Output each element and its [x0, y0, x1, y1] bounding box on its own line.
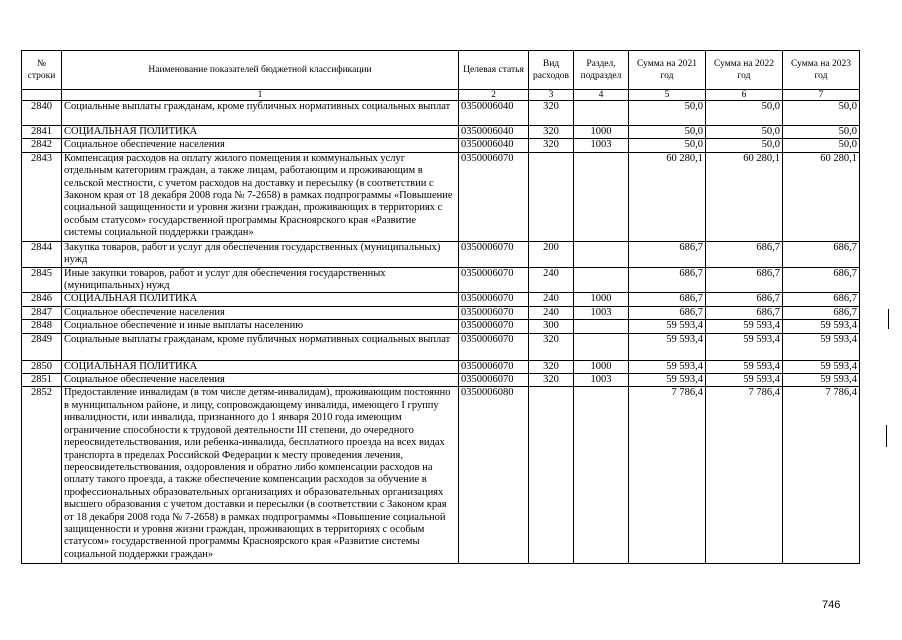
target-article: 0350006040 [459, 126, 529, 139]
section-code [574, 101, 629, 126]
sum-2021: 59 593,4 [629, 333, 706, 360]
indicator-name: СОЦИАЛЬНАЯ ПОЛИТИКА [62, 126, 459, 139]
expense-type: 320 [529, 101, 574, 126]
row-number: 2846 [22, 293, 62, 306]
sum-2021: 50,0 [629, 101, 706, 126]
section-code: 1000 [574, 293, 629, 306]
sum-2023: 59 593,4 [783, 374, 860, 387]
table-row [22, 139, 860, 152]
row-number: 2843 [22, 152, 62, 241]
header-sum-2023: Сумма на 2023 год [783, 51, 860, 90]
sum-2023: 50,0 [783, 101, 860, 126]
sum-2023: 59 593,4 [783, 320, 860, 333]
table-row [22, 374, 860, 387]
sum-2022: 59 593,4 [706, 333, 783, 360]
indicator-name: Социальные выплаты гражданам, кроме публичных нормативных социальных выплат [62, 333, 459, 360]
section-code [574, 387, 629, 564]
target-article: 0350006070 [459, 293, 529, 306]
table-row [22, 293, 860, 306]
section-code [574, 333, 629, 360]
target-article: 0350006070 [459, 320, 529, 333]
scan-mark [886, 425, 887, 447]
sum-2021: 50,0 [629, 126, 706, 139]
table-row [22, 101, 860, 126]
indicator-name: Предоставление инвалидам (в том числе детям-инвалидам), проживающим постоянно в муниципальном районе, и лицу, сопровождающему инвалида, имеющего I группу инвалидности, или инвалида, признанного до 1 января 2010 года имеющим ограничение способности к трудовой деятельности III степени, до очередного переосвидетельствования, или ребенка-инвалида, бесплатного проезда на всех видах транспорта в пределах Российской Федерации к месту проведения лечения, переосвидетельствования, оздоровления и обратно либо компенсации расходов на оплату такого проезда, а также обеспечение компенсации расходов за обучение в профессиональных образовательных организациях и образовательных организациях высшего образования с учетом доставки и пересылки (в соответствии с Законом края от 18 декабря 2008 года № 7-2658) в рамках подпрограммы «Повышение социальной защищенности и уровня жизни граждан, проживающих в территориях с особым статусом» государственной программы Красноярского края «Развитие системы социальной поддержки граждан» [62, 387, 459, 564]
indicator-name: СОЦИАЛЬНАЯ ПОЛИТИКА [62, 360, 459, 373]
sum-2021: 7 786,4 [629, 387, 706, 564]
sum-2021: 686,7 [629, 293, 706, 306]
sum-2023: 7 786,4 [783, 387, 860, 564]
target-article: 0350006070 [459, 306, 529, 319]
header-expense-type: Вид расходов [529, 51, 574, 90]
header-section: Раздел, подраздел [574, 51, 629, 90]
sum-2022: 50,0 [706, 126, 783, 139]
table-row [22, 126, 860, 139]
section-code [574, 241, 629, 267]
sum-2021: 59 593,4 [629, 374, 706, 387]
target-article: 0350006070 [459, 360, 529, 373]
column-number: 4 [574, 90, 629, 101]
indicator-name: Социальное обеспечение населения [62, 139, 459, 152]
scan-mark [888, 309, 889, 329]
section-code [574, 152, 629, 241]
table-row [22, 387, 860, 564]
table-row [22, 320, 860, 333]
header-row [22, 51, 860, 90]
sum-2021: 59 593,4 [629, 360, 706, 373]
header-name: Наименование показателей бюджетной классификации [62, 51, 459, 90]
row-number: 2842 [22, 139, 62, 152]
target-article: 0350006070 [459, 267, 529, 293]
section-code: 1003 [574, 306, 629, 319]
table-row [22, 333, 860, 360]
section-code [574, 320, 629, 333]
sum-2022: 686,7 [706, 293, 783, 306]
sum-2022: 686,7 [706, 241, 783, 267]
column-number [22, 90, 62, 101]
indicator-name: Социальное обеспечение и иные выплаты населению [62, 320, 459, 333]
column-number: 3 [529, 90, 574, 101]
row-number: 2852 [22, 387, 62, 564]
section-code: 1003 [574, 139, 629, 152]
expense-type: 320 [529, 139, 574, 152]
indicator-name: Иные закупки товаров, работ и услуг для обеспечения государственных (муниципальных) нужд [62, 267, 459, 293]
row-number: 2851 [22, 374, 62, 387]
target-article: 0350006070 [459, 374, 529, 387]
sum-2021: 686,7 [629, 241, 706, 267]
sum-2022: 7 786,4 [706, 387, 783, 564]
sum-2022: 60 280,1 [706, 152, 783, 241]
section-code [574, 267, 629, 293]
expense-type: 240 [529, 306, 574, 319]
sum-2023: 686,7 [783, 241, 860, 267]
sum-2022: 50,0 [706, 139, 783, 152]
table-row [22, 267, 860, 293]
indicator-name: Социальное обеспечение населения [62, 374, 459, 387]
row-number: 2844 [22, 241, 62, 267]
target-article: 0350006040 [459, 101, 529, 126]
expense-type: 200 [529, 241, 574, 267]
sum-2023: 60 280,1 [783, 152, 860, 241]
header-sum-2022: Сумма на 2022 год [706, 51, 783, 90]
section-code: 1003 [574, 374, 629, 387]
column-number: 5 [629, 90, 706, 101]
column-number: 1 [62, 90, 459, 101]
header-target-article: Целевая статья [459, 51, 529, 90]
expense-type: 320 [529, 360, 574, 373]
sum-2023: 59 593,4 [783, 333, 860, 360]
indicator-name: СОЦИАЛЬНАЯ ПОЛИТИКА [62, 293, 459, 306]
row-number: 2840 [22, 101, 62, 126]
sum-2022: 59 593,4 [706, 360, 783, 373]
sum-2022: 686,7 [706, 267, 783, 293]
indicator-name: Социальное обеспечение населения [62, 306, 459, 319]
sum-2022: 59 593,4 [706, 320, 783, 333]
section-code: 1000 [574, 126, 629, 139]
page-number: 746 [822, 599, 841, 611]
row-number: 2850 [22, 360, 62, 373]
table-row [22, 360, 860, 373]
sum-2021: 59 593,4 [629, 320, 706, 333]
expense-type: 320 [529, 374, 574, 387]
target-article: 0350006040 [459, 139, 529, 152]
sum-2021: 60 280,1 [629, 152, 706, 241]
table-row [22, 241, 860, 267]
sum-2023: 50,0 [783, 139, 860, 152]
expense-type: 320 [529, 126, 574, 139]
expense-type [529, 152, 574, 241]
sum-2022: 686,7 [706, 306, 783, 319]
target-article: 0350006070 [459, 333, 529, 360]
expense-type: 300 [529, 320, 574, 333]
column-number: 2 [459, 90, 529, 101]
sum-2023: 50,0 [783, 126, 860, 139]
column-number: 7 [783, 90, 860, 101]
sum-2022: 59 593,4 [706, 374, 783, 387]
row-number: 2849 [22, 333, 62, 360]
row-number: 2848 [22, 320, 62, 333]
row-number: 2845 [22, 267, 62, 293]
sum-2022: 50,0 [706, 101, 783, 126]
expense-type: 320 [529, 333, 574, 360]
sum-2021: 50,0 [629, 139, 706, 152]
row-number: 2841 [22, 126, 62, 139]
table-row [22, 306, 860, 319]
column-number-row [22, 90, 860, 101]
sum-2023: 59 593,4 [783, 360, 860, 373]
sum-2023: 686,7 [783, 267, 860, 293]
header-row-number: № строки [22, 51, 62, 90]
sum-2021: 686,7 [629, 306, 706, 319]
indicator-name: Социальные выплаты гражданам, кроме публичных нормативных социальных выплат [62, 101, 459, 126]
sum-2021: 686,7 [629, 267, 706, 293]
row-number: 2847 [22, 306, 62, 319]
sum-2023: 686,7 [783, 293, 860, 306]
column-number: 6 [706, 90, 783, 101]
target-article: 0350006080 [459, 387, 529, 564]
table-body [22, 101, 860, 564]
indicator-name: Закупка товаров, работ и услуг для обеспечения государственных (муниципальных) нужд [62, 241, 459, 267]
expense-type [529, 387, 574, 564]
section-code: 1000 [574, 360, 629, 373]
target-article: 0350006070 [459, 241, 529, 267]
header-sum-2021: Сумма на 2021 год [629, 51, 706, 90]
sum-2023: 686,7 [783, 306, 860, 319]
budget-table [21, 50, 860, 564]
expense-type: 240 [529, 267, 574, 293]
indicator-name: Компенсация расходов на оплату жилого помещения и коммунальных услуг отдельным категориям граждан, а также лицам, работающим и проживающим в сельской местности, с учетом расходов на доставку и пересылку (в соответствии с Законом края от 18 декабря 2008 года № 7-2658) в рамках подпрограммы «Повышение социальной защищенности и уровня жизни граждан, проживающих в территориях с особым статусом» государственной программы Красноярского края «Развитие системы социальной поддержки граждан» [62, 152, 459, 241]
table-row [22, 152, 860, 241]
expense-type: 240 [529, 293, 574, 306]
target-article: 0350006070 [459, 152, 529, 241]
